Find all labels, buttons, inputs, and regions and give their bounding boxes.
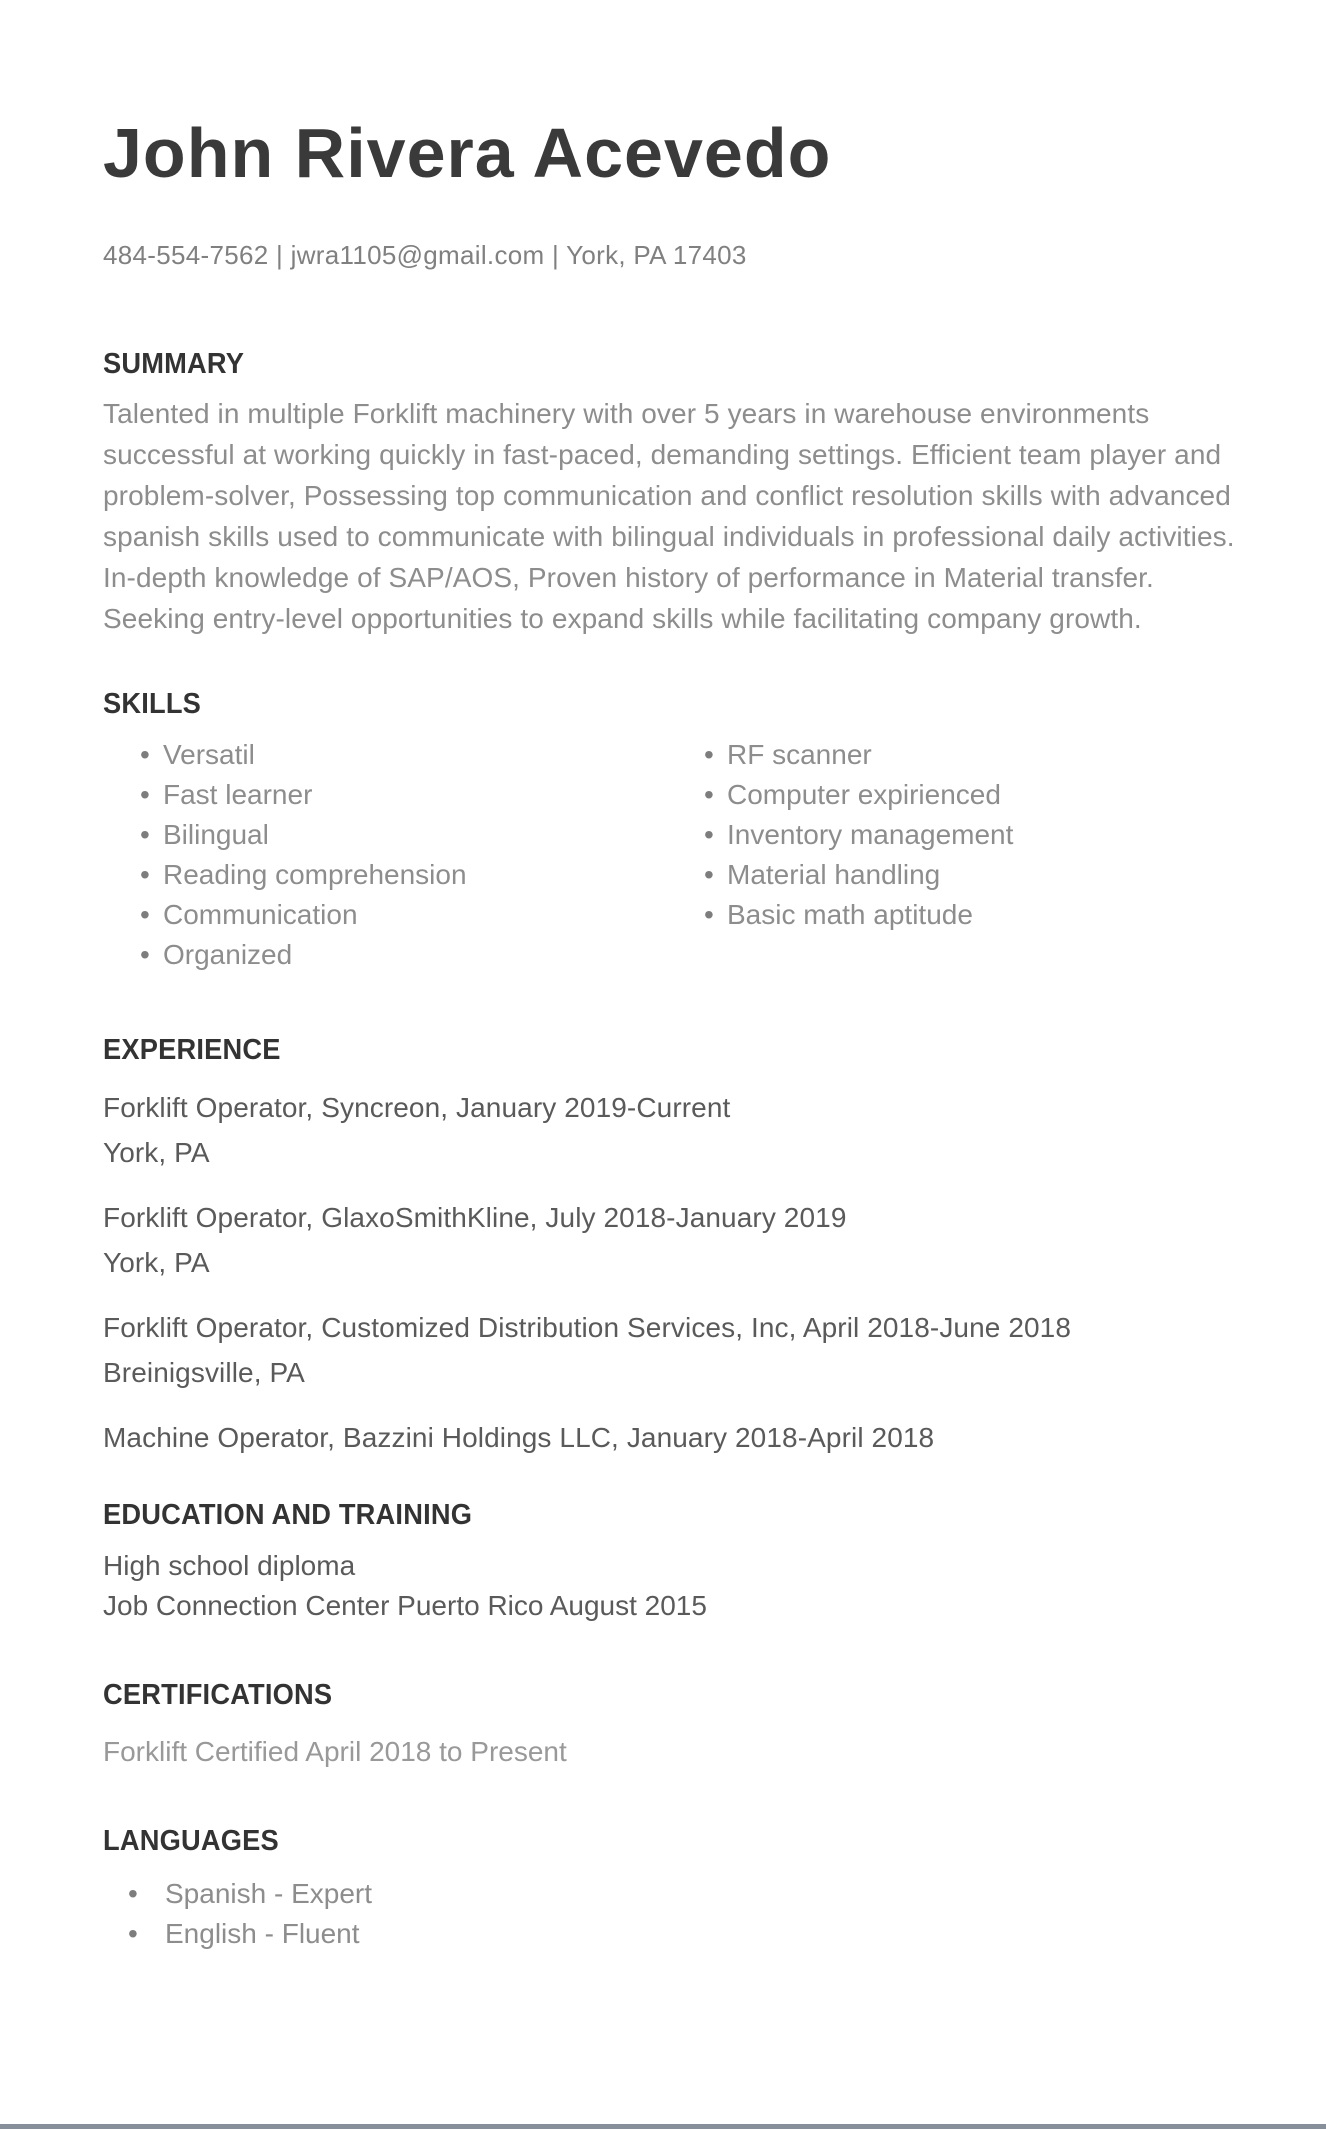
section-skills — [103, 687, 1236, 975]
language-item: • Spanish - Expert — [103, 1874, 1236, 1914]
skill-item: • Material handling — [667, 855, 1013, 895]
skill-item: • Bilingual — [103, 815, 667, 855]
skill-item: • Inventory management — [667, 815, 1013, 855]
languages-list — [103, 1874, 1236, 1954]
skill-item: • Fast learner — [103, 775, 667, 815]
section-languages — [103, 1824, 1236, 1954]
education-lines — [103, 1546, 1236, 1626]
certifications-heading: CERTIFICATIONS — [103, 1679, 333, 1711]
experience-entry-location: York, PA — [103, 1137, 210, 1168]
certification-item: Forklift Certified April 2018 to Present — [103, 1736, 567, 1767]
experience-entry-title: Forklift Operator, GlaxoSmithKline, July 2018-January 2019 — [103, 1202, 847, 1233]
skill-item: • Reading comprehension — [103, 855, 667, 895]
section-experience — [103, 1033, 1236, 1460]
experience-heading: EXPERIENCE — [103, 1034, 281, 1066]
education-school: Job Connection Center Puerto Rico August 2015 — [103, 1590, 707, 1621]
skill-item: • Basic math aptitude — [667, 895, 1013, 935]
experience-entry — [103, 1415, 1236, 1460]
language-item: • English - Fluent — [103, 1914, 1236, 1954]
languages-heading: LANGUAGES — [103, 1825, 279, 1857]
section-education — [103, 1498, 1236, 1626]
experience-entry — [103, 1305, 1236, 1395]
experience-entry — [103, 1085, 1236, 1175]
resume-content — [0, 114, 1326, 1954]
experience-entry-title: Machine Operator, Bazzini Holdings LLC, January 2018-April 2018 — [103, 1422, 935, 1453]
experience-entry-location: Breinigsville, PA — [103, 1357, 305, 1388]
summary-paragraph: Talented in multiple Forklift machinery with over 5 years in warehouse environments successful at working quickly in fast-paced, demanding settings. Efficient team player and problem-solver, Possessing top communication and conflict resolution skills with advanced spanish skills used to communicate with bilingual individuals in professional daily activities. In-depth knowledge of SAP/AOS, Proven history of performance in Material transfer. Seeking entry-level opportunities to expand skills while facilitating company growth. — [103, 398, 1235, 634]
education-heading: EDUCATION AND TRAINING — [103, 1499, 473, 1531]
skill-item: • Organized — [103, 935, 667, 975]
skill-item: • Versatil — [103, 735, 667, 775]
contact-line: 484-554-7562 | jwra1105@gmail.com | York, PA 17403 — [103, 240, 747, 270]
page-title: John Rivera Acevedo — [103, 114, 832, 192]
skill-item: • RF scanner — [667, 735, 1013, 775]
skills-column-left — [103, 735, 667, 975]
experience-entries — [103, 1085, 1236, 1460]
experience-entry-location: York, PA — [103, 1247, 210, 1278]
skill-item: • Computer expirienced — [667, 775, 1013, 815]
experience-entry-title: Forklift Operator, Customized Distribution Services, Inc, April 2018-June 2018 — [103, 1312, 1072, 1343]
bottom-edge-bar — [0, 2124, 1326, 2129]
experience-entry — [103, 1195, 1236, 1285]
skills-heading: SKILLS — [103, 688, 202, 720]
education-degree: High school diploma — [103, 1550, 356, 1581]
skills-column-right — [667, 735, 1013, 975]
summary-heading: SUMMARY — [103, 348, 245, 380]
section-certifications — [103, 1678, 1236, 1772]
experience-entry-title: Forklift Operator, Syncreon, January 2019-Current — [103, 1092, 731, 1123]
section-summary — [103, 347, 1236, 639]
skill-item: • Communication — [103, 895, 667, 935]
skills-columns — [103, 735, 1236, 975]
